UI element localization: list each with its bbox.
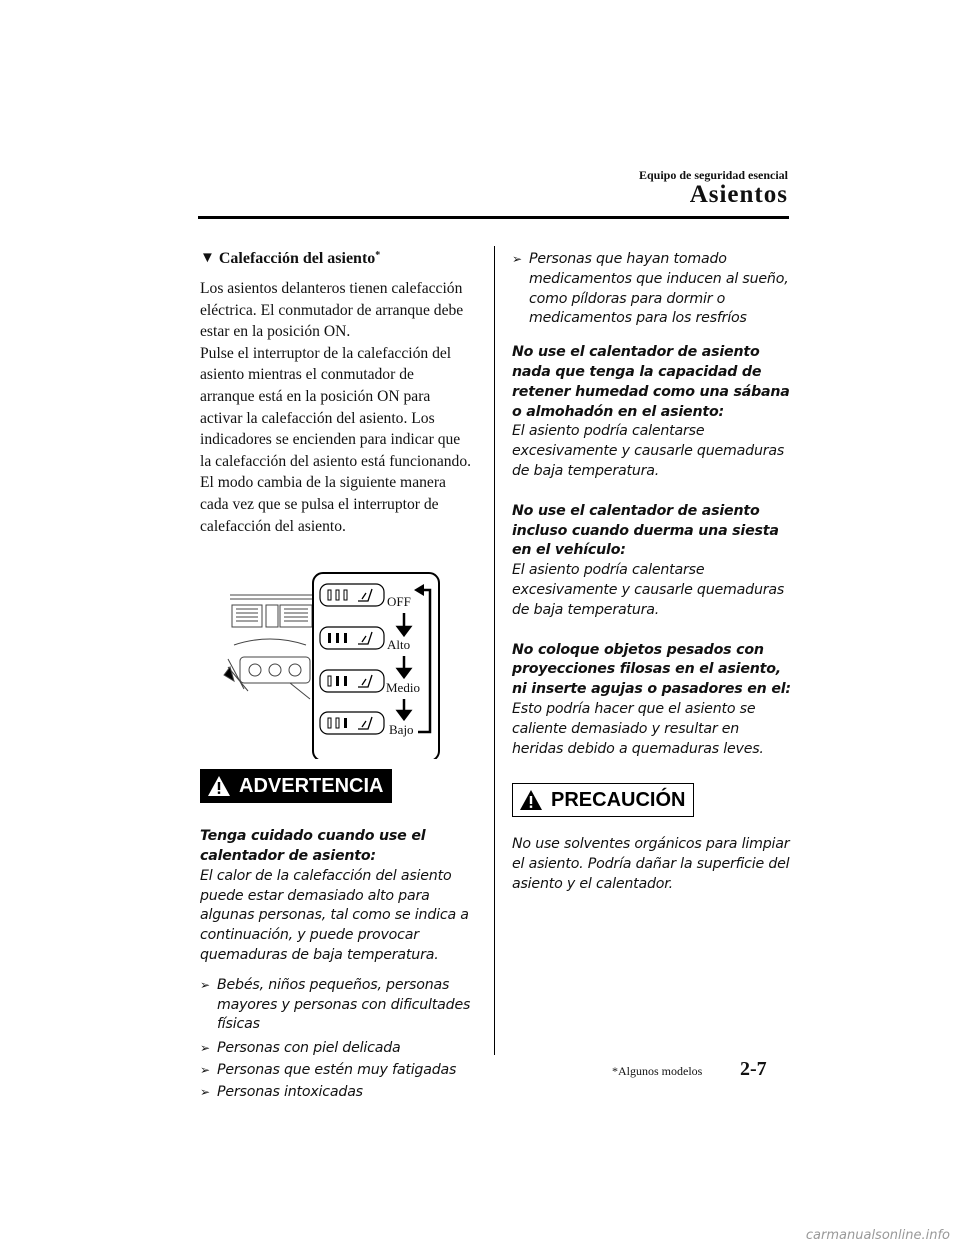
mode-label-bajo: Bajo — [389, 722, 414, 738]
mode-label-off: OFF — [387, 594, 411, 610]
section-heading — [200, 250, 472, 268]
list-item: ➢ Personas con piel delicada — [200, 1039, 472, 1059]
header-rule — [198, 216, 789, 219]
warning-text: El asiento podría calentarse excesivamente y causarle quemaduras de baja temperatura. — [512, 423, 785, 479]
page-title: Asientos — [689, 181, 788, 208]
warning-title: No use el calentador de asiento nada que tenga la capacidad de retener humedad como una sábana o almohadón en el asiento: — [512, 344, 790, 420]
list-item: ➢ Personas que estén muy fatigadas — [200, 1061, 472, 1081]
warning-title: No use el calentador de asiento incluso cuando duerma una siesta en el vehículo: — [512, 502, 779, 559]
arrow-bullet-icon: ➢ — [200, 1041, 210, 1056]
list-item: ➢ Personas intoxicadas — [200, 1083, 472, 1103]
mode-label-medio: Medio — [386, 680, 420, 696]
warning-title: Tenga cuidado cuando use el calentador de asiento: — [200, 828, 426, 864]
warning-content — [200, 827, 472, 1102]
warning-triangle-icon — [207, 775, 231, 797]
warning-text: Esto podría hacer que el asiento se caliente demasiado y resultar en heridas debido a quemaduras leves. — [512, 700, 764, 757]
watermark: carmanualsonline.info — [805, 1228, 950, 1243]
list-item: ➢ Bebés, niños pequeños, personas mayores y personas con dificultades físicas — [200, 976, 471, 1033]
warning-text: El calor de la calefacción del asiento puede estar demasiado alto para algunas personas, tal como se indica a continuación, y puede provocar quemaduras de baja temperatura. — [200, 867, 469, 963]
section-heading-text: Calefacción del asiento — [218, 250, 376, 267]
warning-badge — [200, 769, 392, 803]
header-section: Equipo de seguridad esencial — [638, 168, 788, 182]
arrow-bullet-icon: ➢ — [200, 1062, 210, 1077]
seat-heater-illustration — [200, 549, 472, 759]
column-divider — [494, 246, 495, 1055]
seat-heater-figure — [200, 549, 472, 759]
warning-text: El asiento podría calentarse excesivamente y causarle quemaduras de baja temperatura. — [512, 562, 785, 618]
footer-note: *Algunos modelos — [612, 1064, 703, 1078]
triangle-marker-icon: ▼ — [200, 250, 215, 266]
caution-text: No use solventes orgánicos para limpiar el asiento. Podría dañar la superficie del asiento y el calentador. — [512, 836, 790, 892]
arrow-bullet-icon: ➢ — [512, 252, 522, 266]
caution-badge-label: PRECAUCIÓN — [551, 788, 686, 811]
warning-box — [200, 769, 472, 803]
warning-title: No coloque objetos pesados con proyecciones filosas en el asiento, ni inserte agujas o pasadores en el: — [512, 641, 791, 698]
body-paragraph: Pulse el interruptor de la calefacción del asiento mientras el conmutador de arranque está en la posición ON para activar la calefacción del asiento. Los indicadores se encienden para indicar que la calefacción del asiento está funcionando. El modo cambia de la siguiente manera cada vez que se pulsa el interruptor de calefacción del asiento. — [200, 344, 472, 535]
warning-badge-label: ADVERTENCIA — [239, 774, 384, 797]
list-item: ➢ Personas que hayan tomado medicamentos que inducen al sueño, como píldoras para dormir o medicamentos para los resfríos — [512, 251, 789, 327]
mode-label-alto: Alto — [387, 637, 411, 653]
right-column — [512, 250, 792, 895]
arrow-bullet-icon: ➢ — [200, 1084, 210, 1099]
intro-paragraph: Los asientos delanteros tienen calefacción eléctrica. El conmutador de arranque debe estar en la posición ON. — [200, 280, 464, 341]
left-column — [200, 250, 472, 1102]
arrow-bullet-icon: ➢ — [200, 977, 210, 992]
caution-badge — [512, 783, 694, 817]
page-number: 2-7 — [740, 1058, 767, 1080]
optional-mark: * — [375, 250, 381, 261]
caution-triangle-icon — [519, 789, 543, 811]
